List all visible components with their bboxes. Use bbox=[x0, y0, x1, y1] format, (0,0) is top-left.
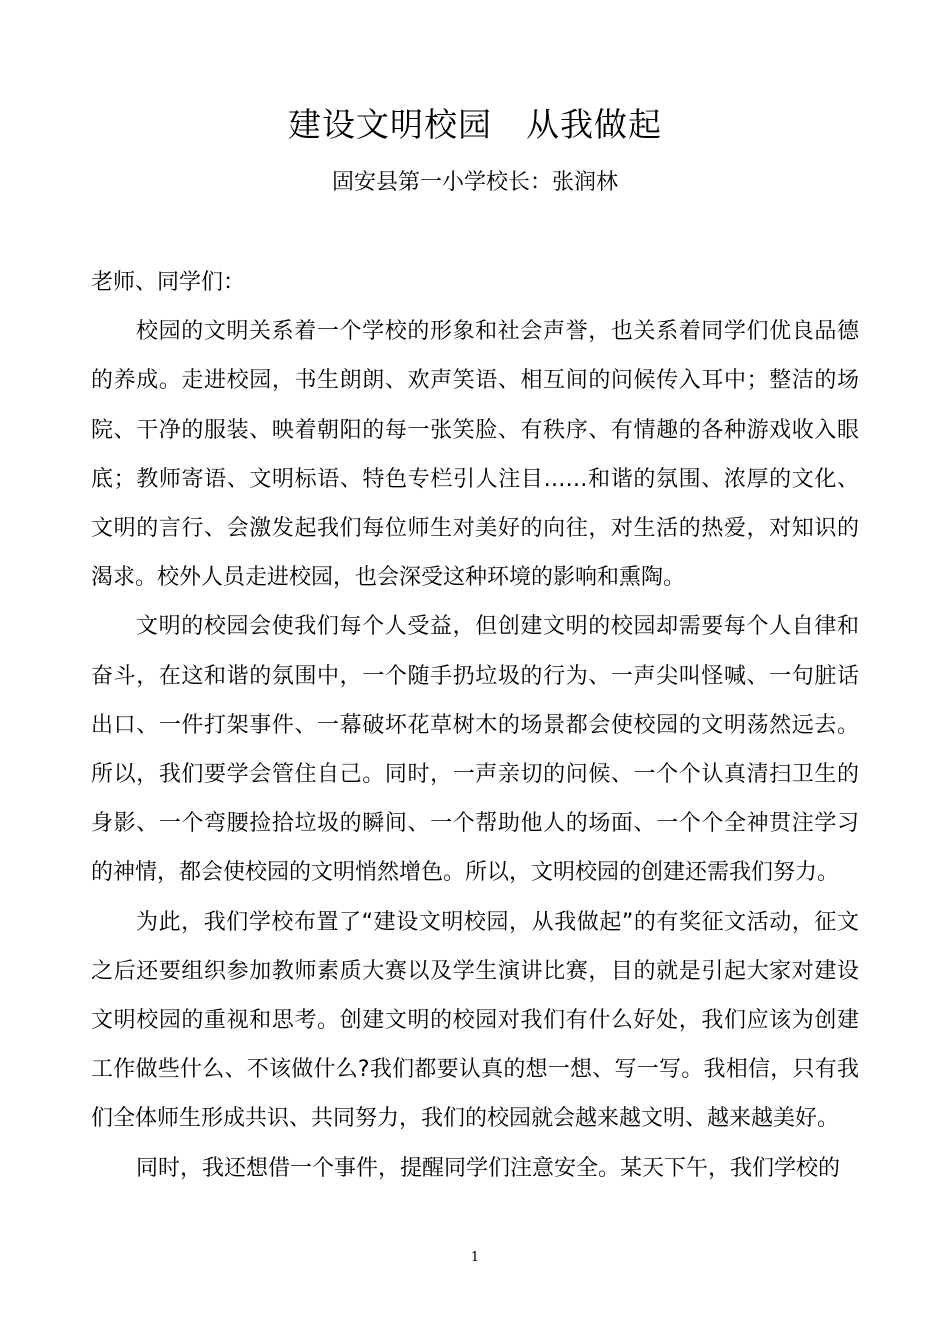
paragraph-3: 为此，我们学校布置了“建设文明校园，从我做起”的有奖征文活动，征文之后还要组织参加教师素质大赛以及学生演讲比赛，目的就是引起大家对建设文明校园的重视和思考。创建文明的校园对我们有什么好处，我们应该为创建工作做些什么、不该做什么?我们都要认真的想一想、写一写。我相信，只有我们全体师生形成共识、共同努力，我们的校园就会越来越文明、越来越美好。 bbox=[91, 909, 859, 1132]
paragraph-4: 同时，我还想借一个事件，提醒同学们注意安全。某天下午，我们学校的 bbox=[136, 1155, 841, 1181]
salutation: 老师、同学们： bbox=[91, 270, 246, 295]
paragraph-2: 文明的校园会使我们每个人受益，但创建文明的校园却需要每个人自律和奋斗，在这和谐的氛围中，一个随手扔垃圾的行为、一声尖叫怪喊、一句脏话出口、一件打架事件、一幕破坏花草树木的场景都会使校园的文明荡然远去。所以，我们要学会管住自己。同时，一声亲切的问候、一个个认真清扫卫生的身影、一个弯腰捡拾垃圾的瞬间、一个帮助他人的场面、一个个全神贯注学习的神情，都会使校园的文明悄然增色。所以，文明校园的创建还需我们努力。 bbox=[91, 614, 859, 886]
page-number: 1 bbox=[470, 1250, 480, 1265]
paragraph-1: 校园的文明关系着一个学校的形象和社会声誉，也关系着同学们优良品德的养成。走进校园，书生朗朗、欢声笑语、相互间的问候传入耳中；整洁的场院、干净的服装、映着朝阳的每一张笑脸、有秩序、有情趣的各种游戏收入眼底；教师寄语、文明标语、特色专栏引人注目……和谐的氛围、浓厚的文化、文明的言行、会激发起我们每位师生对美好的向往，对生活的热爱，对知识的渴求。校外人员走进校园，也会深受这种环境的影响和熏陶。 bbox=[91, 319, 859, 591]
document-body bbox=[91, 258, 859, 1193]
author-line: 固安县第一小学校长：张润林 bbox=[331, 170, 618, 195]
page-title: 建设文明校园 从我做起 bbox=[288, 105, 662, 144]
